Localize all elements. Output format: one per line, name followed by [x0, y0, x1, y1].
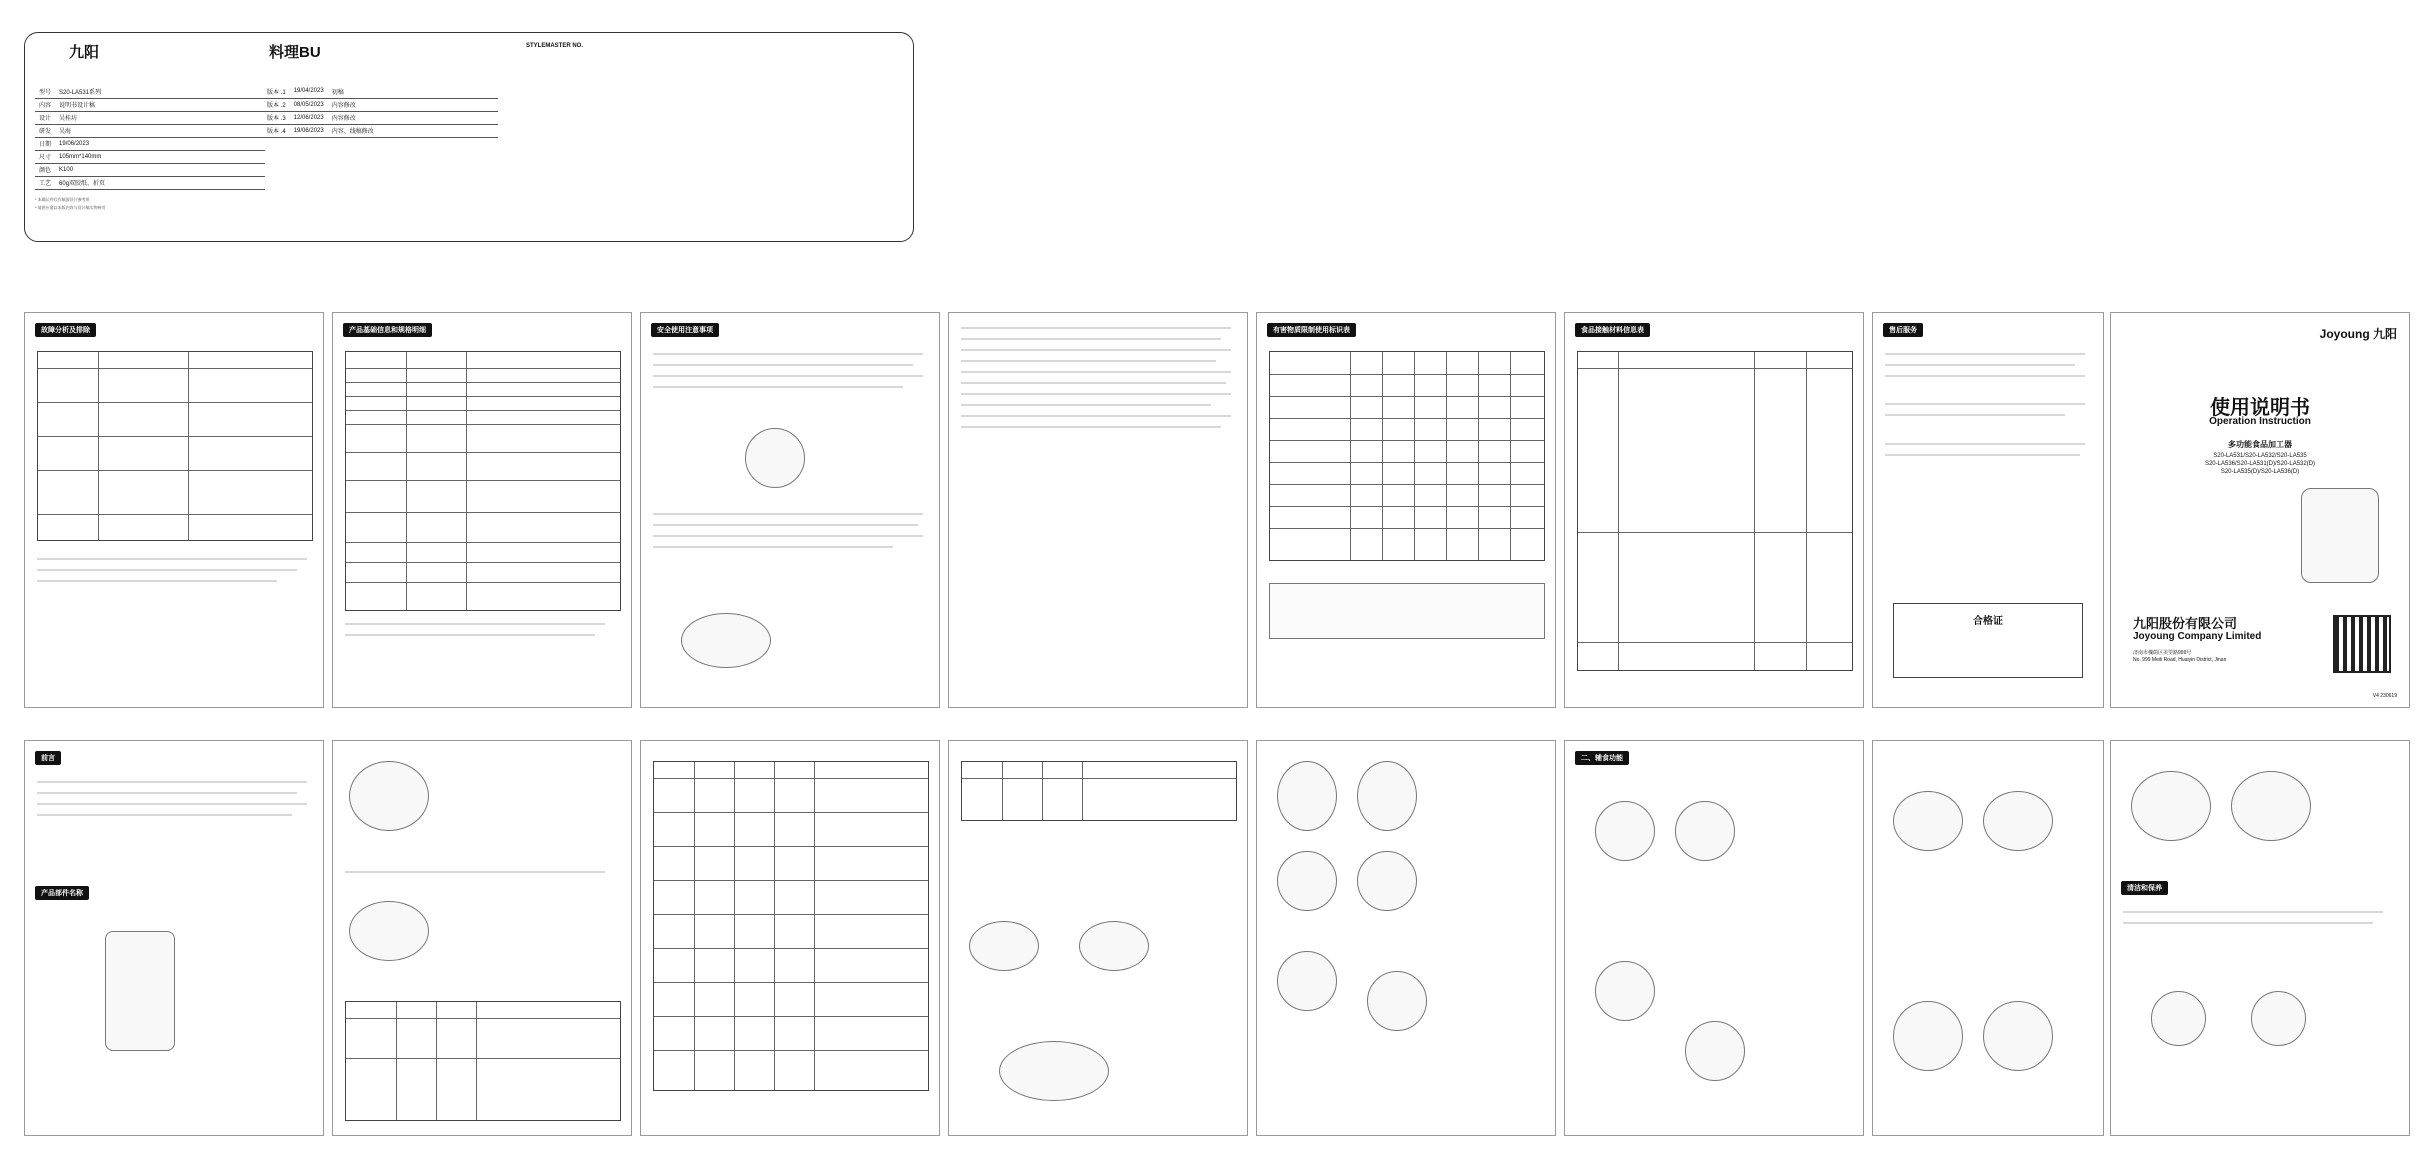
- env-protection-box: [1269, 583, 1545, 639]
- brand-name: 九阳: [69, 44, 100, 61]
- baby-food-step1: [1595, 801, 1655, 861]
- cover-subtitle: Operation Instruction: [2209, 416, 2311, 427]
- panel-dry-food: [1872, 740, 2104, 1136]
- company-name-en: Joyoung Company Limited: [2133, 631, 2262, 642]
- troubleshooting-table: [37, 351, 313, 541]
- no-wash-icon: [2151, 991, 2206, 1046]
- pot-illustration: [681, 613, 771, 668]
- company-name: 九阳股份有限公司: [2133, 616, 2238, 631]
- step2-illustration: [1079, 921, 1149, 971]
- assembly-step5: [1277, 951, 1337, 1011]
- panel-preface: 前言 产品部件名称: [24, 740, 324, 1136]
- panel-food-contact: 食品接触材料信息表: [1564, 312, 1864, 708]
- version-row: 版本 .2 08/05/2023 内容修改: [263, 98, 498, 111]
- panel-baby-food: 二、辅食功能: [1564, 740, 1864, 1136]
- motor-illustration: [349, 761, 429, 831]
- qr-code: [2333, 615, 2391, 673]
- field-row: 颜色 K100: [35, 163, 265, 176]
- panel-hazard-table: 有害物质限制使用标识表: [1256, 312, 1556, 708]
- panel-specs: 产品基础信息和规格明细: [332, 312, 632, 708]
- food-contact-table: [1577, 351, 1853, 671]
- assembly-step1: [1277, 761, 1337, 831]
- cover-panel: [2110, 312, 2410, 708]
- product-image: [2301, 488, 2379, 583]
- product-name: 多功能食品加工器: [2228, 440, 2292, 449]
- field-row: 内容 说明书设计稿: [35, 98, 265, 111]
- header-notes: * 本确认件仅作稿面设计参考用 * 请供应商以本版内容与设计稿实物核对: [35, 196, 106, 210]
- baby-food-step2: [1675, 801, 1735, 861]
- cover-title: 使用说明书: [2210, 397, 2310, 419]
- step1-illustration: [969, 921, 1039, 971]
- specs-table: [345, 351, 621, 611]
- field-row: 型号 S20-LA531系列: [35, 85, 265, 98]
- hazard-table: [1269, 351, 1545, 561]
- spec-header: [24, 32, 914, 242]
- panel-safety-continued: [948, 312, 1248, 708]
- panel-usage-intro: [332, 740, 632, 1136]
- version-code: V4 230619: [2372, 693, 2397, 699]
- certificate-box: 合格证: [1893, 603, 2083, 678]
- version-row: 版本 .4 19/06/2023 内容、线稿修改: [263, 124, 498, 137]
- field-row: 日期 19/06/2023: [35, 137, 265, 150]
- step3-illustration: [999, 1041, 1109, 1101]
- cleaning-step1: [2131, 771, 2211, 841]
- company-address: 济南市槐荫区美里路999号 No. 999 Meili Road, Huaiyin District, Jinan: [2133, 650, 2227, 663]
- panel-after-sales: 售后服务 合格证: [1872, 312, 2104, 708]
- panel-food-chart: [640, 740, 940, 1136]
- baby-food-step4: [1685, 1021, 1745, 1081]
- assembly-step4: [1357, 851, 1417, 911]
- panel-troubleshooting: 故障分析及排除: [24, 312, 324, 708]
- assembly-step6: [1367, 971, 1427, 1031]
- safety-illustration: [745, 428, 805, 488]
- field-row: 工艺 60g双胶纸、折页: [35, 176, 265, 189]
- header-fields: [35, 85, 265, 212]
- dry-step4: [1983, 1001, 2053, 1071]
- usage-table: [961, 761, 1237, 821]
- no-dishwasher-icon: [2251, 991, 2306, 1046]
- panel-assembly: [1256, 740, 1556, 1136]
- food-table: [345, 1001, 621, 1121]
- cleaning-step2: [2231, 771, 2311, 841]
- dry-step3: [1893, 1001, 1963, 1071]
- stylemaster-label: STYLEMASTER NO.: [525, 43, 583, 49]
- header-fields-table: [35, 85, 265, 190]
- version-row: 版本 .1 19/04/2023 初稿: [263, 85, 498, 98]
- panel-cleaning: 清洁和保养: [2110, 740, 2410, 1136]
- joyoung-logo: Joyoung 九阳: [2319, 327, 2397, 341]
- assembly-step2: [1357, 761, 1417, 831]
- department-name: 料理BU: [269, 44, 321, 61]
- field-row: 研发 吴海: [35, 124, 265, 137]
- switch-illustration: [349, 901, 429, 961]
- field-row: 尺寸 105mm*140mm: [35, 150, 265, 163]
- version-row: 版本 .3 12/06/2023 内容修改: [263, 111, 498, 124]
- panel-usage-steps: [948, 740, 1248, 1136]
- dry-step1: [1893, 791, 1963, 851]
- dry-step2: [1983, 791, 2053, 851]
- parts-diagram: [105, 931, 175, 1051]
- food-chart-table: [653, 761, 929, 1091]
- assembly-step3: [1277, 851, 1337, 911]
- model-list: S20-LA531/S20-LA532/S20-LA535 S20-LA536/S20-LA531(D)/S20-LA532(D) S20-LA535(D)/S20-LA536(D): [2204, 453, 2316, 475]
- field-row: 设计 吴桂坊: [35, 111, 265, 124]
- baby-food-step3: [1595, 961, 1655, 1021]
- version-table: [263, 85, 498, 138]
- panel-safety: 安全使用注意事项: [640, 312, 940, 708]
